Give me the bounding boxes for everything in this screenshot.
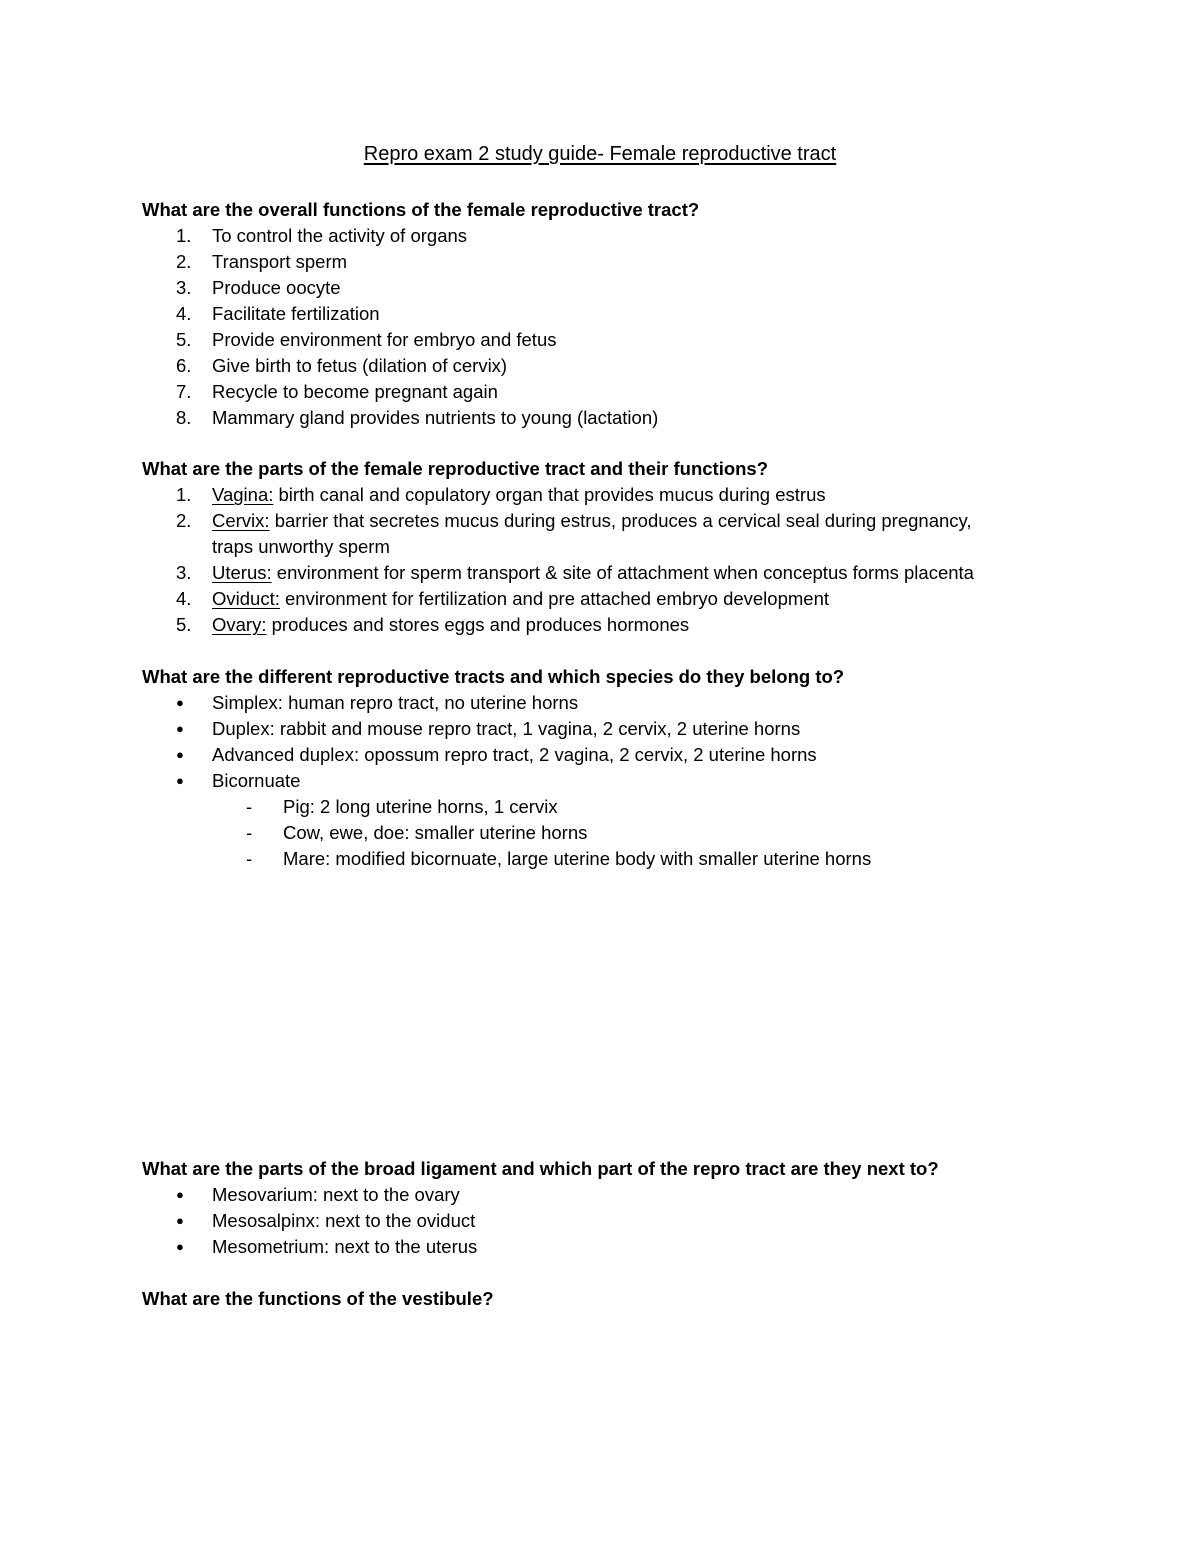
list-number: 3. (176, 277, 192, 298)
list-item (142, 768, 1142, 794)
dash-icon: - (246, 796, 253, 817)
list-item (142, 1182, 1142, 1208)
list-item (142, 690, 1142, 716)
list-item (142, 482, 1142, 508)
list-item-text: Mesovarium: next to the ovary (212, 1184, 460, 1205)
list-item-text: Transport sperm (212, 251, 348, 272)
list-item-text: Give birth to fetus (dilation of cervix) (212, 355, 508, 376)
list-number: 5. (176, 329, 192, 350)
section-parts-functions (142, 456, 1142, 638)
list-number: 8. (176, 407, 192, 428)
list-item (142, 1208, 1142, 1234)
list-item-text: barrier that secretes mucus during estrus, produces a cervical seal during pregnancy, (269, 510, 972, 531)
list-item (142, 612, 1142, 638)
section-broad-ligament (142, 1156, 1142, 1260)
list-item-text: To control the activity of organs (212, 225, 468, 246)
list-item-text: Mesometrium: next to the uterus (212, 1236, 478, 1257)
list-number: 1. (176, 484, 192, 505)
term-label: Vagina: (212, 484, 274, 505)
list-item-text: Duplex: rabbit and mouse repro tract, 1 vagina, 2 cervix, 2 uterine horns (212, 718, 801, 739)
dash-icon: - (246, 848, 253, 869)
bullet-icon: ● (176, 695, 184, 710)
bullet-icon: ● (176, 773, 184, 788)
section-overall-functions (142, 197, 1142, 431)
list-number: 1. (176, 225, 192, 246)
list-item-text: Mammary gland provides nutrients to young (lactation) (212, 407, 659, 428)
term-label: Oviduct: (212, 588, 280, 609)
sub-list-item-text: Pig: 2 long uterine horns, 1 cervix (283, 796, 558, 817)
list-item-text: Mesosalpinx: next to the oviduct (212, 1210, 476, 1231)
term-label: Uterus: (212, 562, 272, 583)
list-item-text: Produce oocyte (212, 277, 341, 298)
list-item-text: Simplex: human repro tract, no uterine horns (212, 692, 579, 713)
question-heading: What are the parts of the broad ligament and which part of the repro tract are they next to? (142, 1158, 939, 1179)
sub-list-item-text: Mare: modified bicornuate, large uterine body with smaller uterine horns (283, 848, 872, 869)
question-heading: What are the overall functions of the female reproductive tract? (142, 199, 700, 220)
question-heading: What are the parts of the female reproductive tract and their functions? (142, 458, 769, 479)
question-heading: What are the functions of the vestibule? (142, 1288, 494, 1309)
list-item (142, 301, 1142, 327)
list-item-continuation (142, 534, 1142, 560)
bullet-icon: ● (176, 1239, 184, 1254)
sub-list-item (142, 794, 1142, 820)
list-item-text: environment for sperm transport & site of attachment when conceptus forms placenta (271, 562, 974, 583)
list-item (142, 742, 1142, 768)
page-title: Repro exam 2 study guide- Female reproductive tract (363, 143, 837, 165)
list-item-text: birth canal and copulatory organ that provides mucus during estrus (273, 484, 826, 505)
list-item-text: produces and stores eggs and produces hormones (266, 614, 690, 635)
list-item (142, 1234, 1142, 1260)
list-number: 2. (176, 510, 192, 531)
dash-icon: - (246, 822, 253, 843)
sub-list-item (142, 846, 1142, 872)
bullet-icon: ● (176, 1213, 184, 1228)
list-number: 3. (176, 562, 192, 583)
list-number: 7. (176, 381, 192, 402)
list-item-text: traps unworthy sperm (212, 536, 390, 557)
list-item-text: environment for fertilization and pre attached embryo development (279, 588, 829, 609)
list-item (142, 405, 1142, 431)
list-number: 6. (176, 355, 192, 376)
list-number: 2. (176, 251, 192, 272)
bullet-icon: ● (176, 747, 184, 762)
term-label: Cervix: (212, 510, 270, 531)
sub-list-item-text: Cow, ewe, doe: smaller uterine horns (283, 822, 588, 843)
list-item-text: Recycle to become pregnant again (212, 381, 498, 402)
list-item (142, 586, 1142, 612)
list-item (142, 508, 1142, 534)
list-number: 4. (176, 303, 192, 324)
question-heading: What are the different reproductive tracts and which species do they belong to? (142, 666, 845, 687)
section-tract-types (142, 664, 1142, 872)
list-number: 4. (176, 588, 192, 609)
list-item (142, 379, 1142, 405)
bullet-icon: ● (176, 721, 184, 736)
list-number: 5. (176, 614, 192, 635)
list-item-text: Bicornuate (212, 770, 301, 791)
list-item (142, 716, 1142, 742)
list-item-text: Provide environment for embryo and fetus (212, 329, 557, 350)
list-item-text: Facilitate fertilization (212, 303, 380, 324)
list-item (142, 223, 1142, 249)
list-item (142, 560, 1142, 586)
list-item (142, 275, 1142, 301)
list-item (142, 327, 1142, 353)
list-item (142, 353, 1142, 379)
sub-list-item (142, 820, 1142, 846)
list-item-text: Advanced duplex: opossum repro tract, 2 vagina, 2 cervix, 2 uterine horns (212, 744, 817, 765)
section-vestibule (142, 1286, 1142, 1312)
bullet-icon: ● (176, 1187, 184, 1202)
list-item (142, 249, 1142, 275)
term-label: Ovary: (212, 614, 267, 635)
